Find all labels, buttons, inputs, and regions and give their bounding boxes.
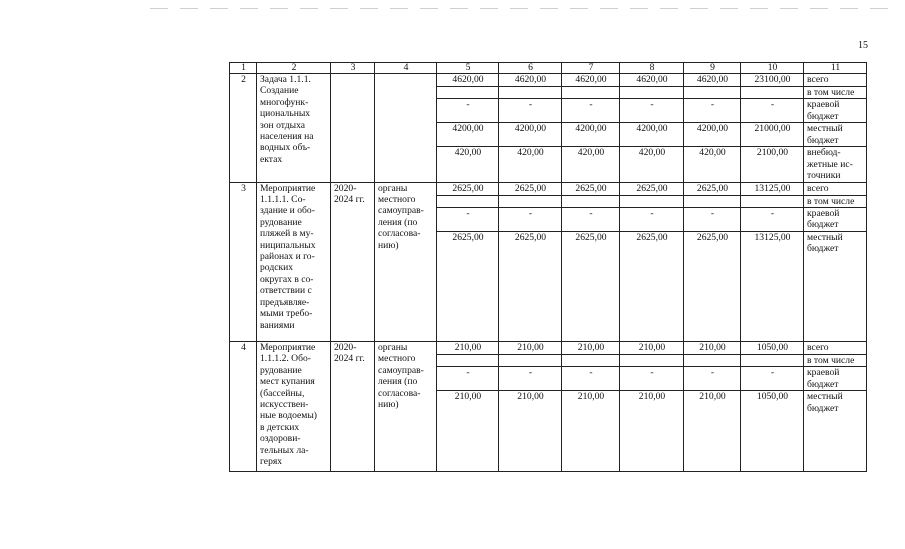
value-cell: 210,00 [499, 391, 562, 472]
executor-line: местного [378, 194, 416, 206]
value-cell: 2625,00 [562, 232, 620, 342]
funding-source [804, 391, 867, 472]
row-number: 2 [230, 74, 257, 183]
task-name-line: зон отдыха [260, 119, 306, 131]
funding-source-line: всего [807, 182, 829, 194]
value-cell: 23100,00 [741, 74, 804, 87]
task-name [257, 74, 331, 183]
executor-line: органы [378, 342, 408, 354]
value-cell: 4200,00 [499, 123, 562, 147]
value-cell: 13125,00 [741, 182, 804, 195]
value-cell: - [499, 208, 562, 232]
column-header: 4 [375, 63, 437, 74]
value-cell: 210,00 [562, 391, 620, 472]
funding-source-line: местный [807, 123, 843, 135]
task-name-line: пляжей в му- [260, 228, 314, 240]
task-name [257, 342, 331, 472]
value-cell: 4620,00 [620, 74, 684, 87]
task-name-line: предъявляе- [260, 296, 310, 308]
executor-line: органы [378, 182, 408, 194]
value-cell: - [620, 208, 684, 232]
task-name-line: рудование [260, 364, 302, 376]
value-cell [437, 355, 499, 367]
period [331, 342, 375, 472]
funding-source-line: внебюд- [807, 147, 841, 159]
task-name-line: ниципальных [260, 239, 316, 251]
value-cell [684, 355, 741, 367]
funding-source-line: бюджет [807, 134, 839, 146]
row-number: 3 [230, 182, 257, 341]
funding-source [804, 74, 867, 87]
value-cell: 4200,00 [684, 123, 741, 147]
executor-line: нию) [378, 399, 399, 411]
task-name-line: Создание [260, 85, 299, 97]
task-name-line: герях [260, 456, 283, 468]
funding-source [804, 367, 867, 391]
value-cell: 4620,00 [562, 74, 620, 87]
value-cell: 210,00 [437, 391, 499, 472]
task-name-line: многофунк- [260, 96, 309, 108]
value-cell: - [499, 99, 562, 123]
value-cell: 210,00 [437, 342, 499, 355]
value-cell [499, 87, 562, 99]
column-header: 8 [620, 63, 684, 74]
table-row [230, 342, 867, 355]
value-cell: 210,00 [620, 391, 684, 472]
task-name-line: родских [260, 262, 294, 274]
value-cell [562, 195, 620, 207]
task-name-line: водных объ- [260, 142, 311, 154]
value-cell: 210,00 [562, 342, 620, 355]
executor-line: согласова- [378, 387, 421, 399]
column-header: 2 [257, 63, 331, 74]
task-name-line: Мероприятие [260, 342, 316, 354]
funding-source-line: жетные ис- [807, 158, 853, 170]
funding-source [804, 182, 867, 195]
value-cell: 4200,00 [437, 123, 499, 147]
value-cell: - [684, 99, 741, 123]
task-name-line: 1.1.1.1. Со- [260, 194, 306, 206]
value-cell: - [437, 208, 499, 232]
funding-source [804, 99, 867, 123]
executor-line: самоуправ- [378, 364, 424, 376]
value-cell: 4620,00 [437, 74, 499, 87]
task-name-line: ваниями [260, 319, 295, 331]
funding-source-line: бюджет [807, 243, 839, 255]
task-name-line: округах в со- [260, 273, 314, 285]
value-cell [620, 87, 684, 99]
period [331, 74, 375, 183]
funding-source-line: в том числе [807, 87, 855, 98]
scan-artifact-line [150, 8, 890, 9]
task-name-line: искусствен- [260, 399, 309, 411]
value-cell: 210,00 [684, 342, 741, 355]
value-cell [437, 195, 499, 207]
table-row [230, 74, 867, 87]
task-name-line: (бассейны, [260, 387, 305, 399]
executor [375, 74, 437, 183]
value-cell: 2625,00 [437, 182, 499, 195]
value-cell: 13125,00 [741, 232, 804, 342]
value-cell: 4200,00 [620, 123, 684, 147]
value-cell: - [741, 367, 804, 391]
funding-source-line: всего [807, 74, 829, 85]
table-body [230, 63, 867, 472]
task-name-line: мест купания [260, 376, 315, 388]
period-line: 2020- [334, 342, 357, 354]
period-line: 2024 гг. [334, 353, 365, 365]
funding-source [804, 87, 867, 99]
funding-source-line: местный [807, 232, 843, 244]
value-cell [437, 87, 499, 99]
value-cell: - [620, 367, 684, 391]
page-number: 15 [858, 40, 868, 51]
program-table [229, 62, 867, 472]
task-name-line: населения на [260, 131, 314, 143]
value-cell: 1050,00 [741, 391, 804, 472]
value-cell: - [620, 99, 684, 123]
value-cell: - [741, 99, 804, 123]
value-cell [620, 355, 684, 367]
value-cell: 1050,00 [741, 342, 804, 355]
column-header: 7 [562, 63, 620, 74]
column-header: 5 [437, 63, 499, 74]
funding-source [804, 208, 867, 232]
value-cell: 2625,00 [620, 182, 684, 195]
value-cell [684, 195, 741, 207]
column-header: 1 [230, 63, 257, 74]
column-header: 9 [684, 63, 741, 74]
task-name-line: ответствии с [260, 285, 312, 297]
task-name-line: Задача 1.1.1. [260, 74, 311, 85]
funding-source [804, 123, 867, 147]
period [331, 182, 375, 341]
value-cell: 210,00 [620, 342, 684, 355]
value-cell: 4200,00 [562, 123, 620, 147]
value-cell: - [562, 208, 620, 232]
task-name-line: циональных [260, 108, 311, 120]
value-cell: 2625,00 [684, 182, 741, 195]
executor [375, 182, 437, 341]
value-cell [741, 87, 804, 99]
executor-line: нию) [378, 239, 399, 251]
value-cell: 420,00 [620, 147, 684, 182]
value-cell: 2100,00 [741, 147, 804, 182]
value-cell [499, 195, 562, 207]
value-cell: 210,00 [684, 391, 741, 472]
value-cell: 210,00 [499, 342, 562, 355]
value-cell: 2625,00 [437, 232, 499, 342]
funding-source [804, 355, 867, 367]
task-name-line: ные водоемы) [260, 410, 317, 422]
funding-source-line: бюджет [807, 378, 839, 390]
value-cell [741, 355, 804, 367]
value-cell: - [562, 367, 620, 391]
column-header: 10 [741, 63, 804, 74]
funding-source-line: всего [807, 342, 829, 354]
value-cell [499, 355, 562, 367]
task-name-line: ектах [260, 153, 283, 165]
funding-source [804, 342, 867, 355]
funding-source-line: в том числе [807, 355, 855, 367]
task-name [257, 182, 331, 341]
value-cell: - [437, 367, 499, 391]
task-name-line: тельных ла- [260, 444, 309, 456]
funding-source-line: краевой [807, 99, 840, 111]
funding-source-line: краевой [807, 208, 840, 220]
task-name-line: в детских [260, 421, 300, 433]
value-cell: 2625,00 [499, 182, 562, 195]
value-cell [684, 87, 741, 99]
value-cell: - [684, 208, 741, 232]
value-cell: 2625,00 [684, 232, 741, 342]
value-cell: 2625,00 [620, 232, 684, 342]
funding-source [804, 232, 867, 342]
task-name-line: районах и го- [260, 251, 315, 263]
task-name-line: здание и обо- [260, 205, 315, 217]
funding-source [804, 147, 867, 182]
value-cell: - [684, 367, 741, 391]
executor-line: ления (по [378, 216, 418, 228]
row-number: 4 [230, 342, 257, 472]
value-cell: 4620,00 [499, 74, 562, 87]
funding-source-line: точники [807, 170, 841, 182]
value-cell: 21000,00 [741, 123, 804, 147]
value-cell: 420,00 [562, 147, 620, 182]
value-cell: 4620,00 [684, 74, 741, 87]
funding-source-line: бюджет [807, 110, 839, 122]
column-header: 3 [331, 63, 375, 74]
funding-source-line: местный [807, 391, 843, 403]
executor-line: местного [378, 353, 416, 365]
executor-line: согласова- [378, 228, 421, 240]
task-name-line: мыми требо- [260, 308, 313, 320]
task-name-line: оздорови- [260, 433, 301, 445]
value-cell: - [437, 99, 499, 123]
funding-source-line: краевой [807, 367, 840, 379]
funding-source-line: бюджет [807, 219, 839, 231]
executor-line: самоуправ- [378, 205, 424, 217]
column-header: 6 [499, 63, 562, 74]
period-line: 2024 гг. [334, 194, 365, 206]
column-header: 11 [804, 63, 867, 74]
funding-source-line: бюджет [807, 402, 839, 414]
executor [375, 342, 437, 472]
value-cell: - [499, 367, 562, 391]
value-cell [562, 355, 620, 367]
task-name-line: Мероприятие [260, 182, 316, 194]
task-name-line: рудование [260, 216, 302, 228]
value-cell: 2625,00 [562, 182, 620, 195]
value-cell: - [741, 208, 804, 232]
table-row [230, 182, 867, 195]
value-cell: 420,00 [684, 147, 741, 182]
period-line: 2020- [334, 182, 357, 194]
value-cell [741, 195, 804, 207]
funding-source-line: в том числе [807, 195, 855, 207]
task-name-line: 1.1.1.2. Обо- [260, 353, 311, 365]
value-cell: 2625,00 [499, 232, 562, 342]
value-cell [562, 87, 620, 99]
header-row [230, 63, 867, 74]
funding-source [804, 195, 867, 207]
value-cell: 420,00 [437, 147, 499, 182]
value-cell [620, 195, 684, 207]
executor-line: ления (по [378, 376, 418, 388]
value-cell: - [562, 99, 620, 123]
value-cell: 420,00 [499, 147, 562, 182]
